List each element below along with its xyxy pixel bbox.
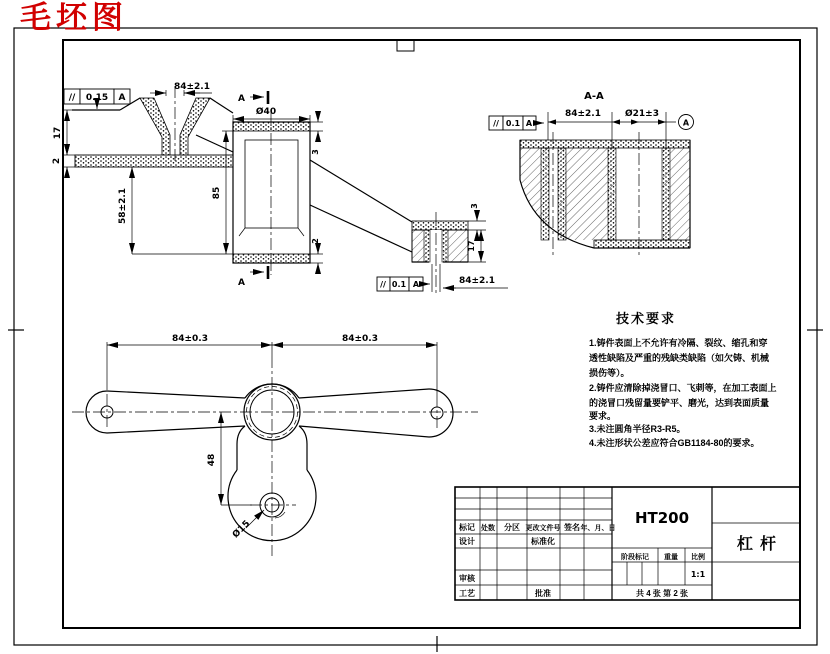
tech-req-line: 透性缺陷及严重的残缺类缺陷（如欠铸、机械 bbox=[589, 353, 770, 363]
hole-wall bbox=[608, 148, 616, 240]
hole-wall bbox=[558, 148, 566, 240]
col-header-docno: 更改文件号 bbox=[525, 525, 561, 532]
gdt-symbol: // bbox=[493, 119, 499, 128]
title-block bbox=[455, 487, 800, 600]
tech-requirements bbox=[589, 311, 777, 448]
tech-req-line: 2.铸件应清除掉浇冒口、飞刺等，在加工表面上 bbox=[589, 383, 777, 393]
col-header-sign: 签名 bbox=[564, 523, 580, 532]
gdt-symbol: // bbox=[68, 93, 76, 103]
front-view bbox=[52, 82, 508, 296]
page-title: 毛坯图 bbox=[20, 0, 128, 35]
tech-req-title: 技术要求 bbox=[615, 311, 677, 326]
process-label: 工艺 bbox=[459, 589, 475, 598]
section-label-top: A bbox=[238, 94, 245, 104]
outer-border bbox=[14, 28, 817, 645]
dim-3-top: 3 bbox=[311, 149, 320, 155]
boss-wall-right bbox=[180, 98, 210, 155]
hole-wall-right bbox=[442, 230, 448, 262]
dim-84: 84±2.1 bbox=[564, 109, 602, 119]
gdt-symbol: // bbox=[380, 280, 386, 289]
dim-phi40: Ø40 bbox=[255, 107, 277, 117]
allowance-strip-top bbox=[233, 122, 310, 131]
cylinder-boss bbox=[118, 91, 323, 288]
col-header-date: 年、月、日 bbox=[580, 525, 616, 532]
allowance-strip bbox=[412, 221, 468, 230]
allowance-strip-top bbox=[520, 140, 690, 148]
section-label-bottom: A bbox=[238, 278, 245, 288]
boss-wall-left bbox=[140, 98, 170, 155]
dim-phi21: Ø21±3 bbox=[625, 109, 659, 119]
small-boss-section bbox=[377, 203, 508, 296]
gdt-datum: A bbox=[525, 119, 533, 128]
dim-2-bottom: 2 bbox=[311, 238, 320, 244]
dim-phi15: Ø15 bbox=[230, 518, 253, 541]
gdt-value: 0.15 bbox=[85, 93, 109, 103]
allowance-strip-bottom bbox=[233, 254, 310, 263]
hole-wall bbox=[662, 148, 670, 240]
aa-section-body bbox=[520, 132, 690, 258]
dim-right-arm: 84±0.3 bbox=[341, 334, 379, 344]
part-name: 杠杆 bbox=[736, 536, 784, 553]
material-value: HT200 bbox=[634, 509, 690, 527]
datum-label: A bbox=[682, 118, 690, 128]
section-aa-view bbox=[489, 91, 694, 258]
dim-3: 3 bbox=[470, 203, 479, 209]
dim-48: 48 bbox=[207, 453, 217, 467]
col-header-zone: 分区 bbox=[504, 523, 520, 532]
flange-plate bbox=[75, 155, 233, 167]
dim-85: 85 bbox=[212, 186, 222, 200]
gdt-frame-parallel-01 bbox=[377, 277, 430, 291]
weight-label: 重量 bbox=[664, 554, 678, 561]
tech-req-line: 要求。 bbox=[589, 411, 617, 421]
dim-left-arm: 84±0.3 bbox=[171, 334, 209, 344]
stage-mark-label: 阶段标记 bbox=[621, 554, 649, 561]
gdt-datum: A bbox=[412, 280, 420, 289]
plan-view bbox=[72, 334, 478, 556]
design-label: 设计 bbox=[459, 537, 475, 546]
tech-req-line: 1.铸件表面上不允许有冷隔、裂纹、缩孔和穿 bbox=[589, 338, 768, 348]
tech-req-line: 损伤等）。 bbox=[589, 368, 630, 378]
tech-req-line: 3.未注圆角半径R3-R5。 bbox=[589, 424, 686, 434]
scale-value: 1:1 bbox=[690, 570, 706, 579]
hole-wall-left bbox=[424, 230, 430, 262]
standardize-label: 标准化 bbox=[531, 537, 555, 546]
dim-neck: 84±2.1 bbox=[173, 82, 211, 92]
col-header-count: 处数 bbox=[481, 525, 495, 532]
allowance-strip bbox=[75, 155, 233, 167]
allowance-strip-bottom bbox=[594, 240, 690, 248]
dim-2-left: 2 bbox=[52, 157, 62, 165]
sheet-info: 共 4 张 第 2 张 bbox=[635, 589, 689, 598]
dim-58: 58±2.1 bbox=[118, 187, 128, 225]
dim-84-boss: 84±2.1 bbox=[458, 276, 496, 286]
gdt-value: 0.1 bbox=[391, 280, 407, 289]
approve-label: 批准 bbox=[535, 589, 551, 598]
review-label: 审核 bbox=[459, 574, 475, 583]
tech-req-line: 4.未注形状公差应符合GB1184-80的要求。 bbox=[589, 438, 760, 448]
section-aa-label: A-A bbox=[584, 91, 604, 102]
gdt-datum: A bbox=[118, 93, 126, 103]
dim-17-left: 17 bbox=[53, 126, 63, 140]
gdt-frame-parallel-015 bbox=[64, 89, 130, 109]
gdt-frame-parallel-01-aa bbox=[489, 116, 544, 130]
col-header-mark: 标记 bbox=[459, 523, 475, 532]
scale-label: 比例 bbox=[691, 554, 705, 561]
zone-marker bbox=[397, 40, 414, 51]
dim-17: 17 bbox=[467, 240, 476, 252]
tech-req-line: 的浇冒口残留量要铲平、磨光，达到表面质量 bbox=[589, 398, 770, 408]
gdt-value: 0.1 bbox=[505, 119, 521, 128]
